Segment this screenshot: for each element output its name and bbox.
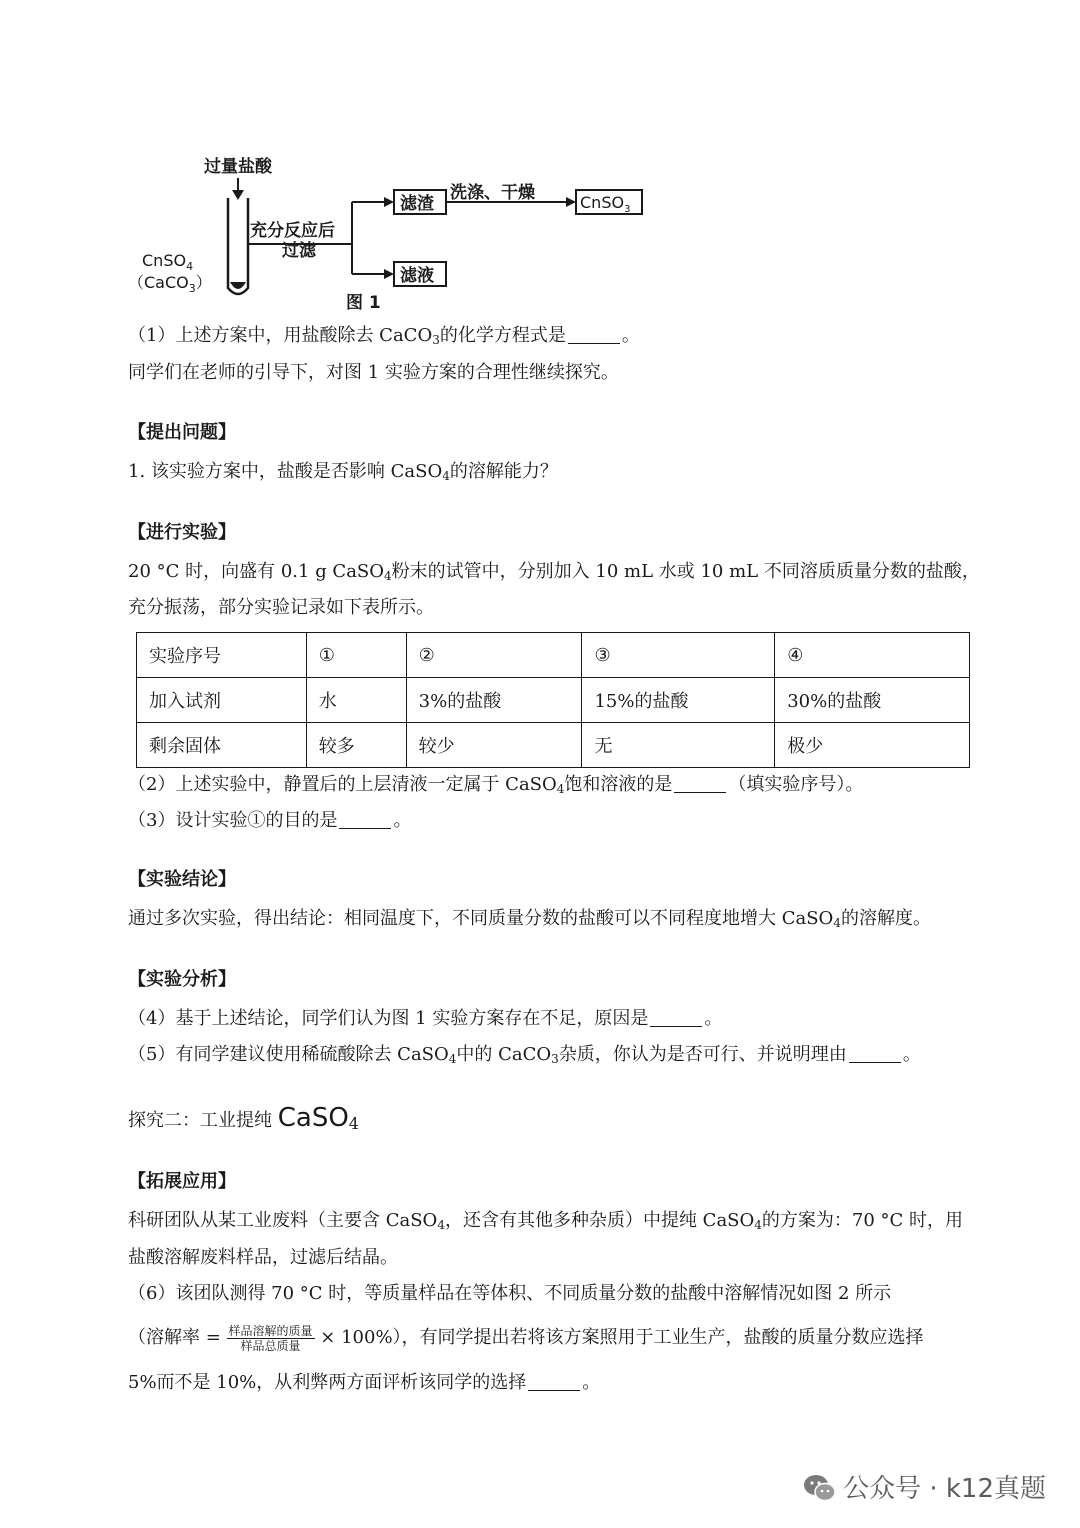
heading-question: 【提出问题】 [128, 422, 236, 443]
answer-blank [568, 325, 620, 344]
product-box: CnSO$_3$ [580, 193, 631, 215]
answer-blank [650, 1008, 702, 1027]
table-cell: 实验序号 [137, 633, 307, 678]
question-6-line-3: 5%而不是 10%，从利弊两方面评析该同学的选择 。 [128, 1372, 601, 1393]
sample-label: CnSO$_4$ [142, 251, 194, 273]
table-cell: 无 [582, 723, 775, 768]
table-cell: ④ [775, 633, 970, 678]
heading-conclusion: 【实验结论】 [128, 869, 236, 890]
answer-blank [528, 1372, 580, 1391]
step1-sublabel: 过滤 [282, 241, 316, 261]
question-4: （4）基于上述结论，同学们认为图 1 实验方案存在不足，原因是 。 [128, 1008, 723, 1029]
table-row [137, 633, 970, 678]
wechat-icon [803, 1473, 837, 1503]
dissolution-rate-fraction: $\frac{\text{样品溶解的质量}}{\text{样品总质量}}$ [228, 1323, 313, 1353]
experiment-line-2: 充分振荡，部分实验记录如下表所示。 [128, 597, 434, 618]
answer-blank [339, 810, 391, 829]
question-statement: 1. 该实验方案中，盐酸是否影响 CaSO$_4$的溶解能力？ [128, 461, 558, 483]
table-cell: 30%的盐酸 [775, 678, 970, 723]
table-cell: 15%的盐酸 [582, 678, 775, 723]
table-cell: 较多 [306, 723, 406, 768]
figure-1-diagram [120, 150, 680, 320]
figure-caption: 图 1 [346, 293, 381, 313]
experiment-table [136, 632, 970, 768]
answer-blank [674, 774, 726, 793]
table-row [137, 678, 970, 723]
table-cell: 剩余固体 [137, 723, 307, 768]
filtrate-box: 滤液 [400, 266, 434, 286]
table-cell: 极少 [775, 723, 970, 768]
step1-label: 充分反应后 [250, 221, 335, 241]
application-line-2: 盐酸溶解废料样品，过滤后结晶。 [128, 1247, 398, 1268]
test-tube-icon [228, 198, 248, 294]
table-cell: ① [306, 633, 406, 678]
conclusion-text: 通过多次实验，得出结论：相同温度下，不同质量分数的盐酸可以不同程度地增大 CaSO$_4$的溶解度。 [128, 908, 931, 930]
heading-analysis: 【实验分析】 [128, 969, 236, 990]
question-3: （3）设计实验①的目的是 。 [128, 810, 412, 831]
application-line-1: 科研团队从某工业废料（主要含 CaSO$_4$，还含有其他多种杂质）中提纯 CaSO$_4$的方案为：70 °C 时，用 [128, 1210, 964, 1232]
reagent-label: 过量盐酸 [204, 157, 272, 177]
intro-text: 同学们在老师的引导下，对图 1 实验方案的合理性继续探究。 [128, 362, 619, 383]
step2-label: 洗涤、干燥 [450, 183, 535, 203]
question-2: （2）上述实验中，静置后的上层清液一定属于 CaSO$_4$饱和溶液的是 （填实验序号）。 [128, 774, 864, 796]
table-cell: 加入试剂 [137, 678, 307, 723]
watermark: 公众号 · k12真题 [803, 1468, 1046, 1505]
residue-box: 滤渣 [400, 194, 434, 214]
impurity-label: （CaCO$_3$） [128, 273, 212, 295]
table-cell: ③ [582, 633, 775, 678]
table-cell: 较少 [406, 723, 582, 768]
question-5: （5）有同学建议使用稀硫酸除去 CaSO$_4$中的 CaCO$_3$杂质，你认为是否可行、并说明理由 。 [128, 1044, 921, 1066]
question-6-line-2: （溶解率 = $\frac{\text{样品溶解的质量}}{\text{样品总质量}}$ × 100%），有同学提出若将该方案照用于工业生产，盐酸的质量分数应选择 [128, 1323, 924, 1353]
table-cell: 3%的盐酸 [406, 678, 582, 723]
question-6-line-1: （6）该团队测得 70 °C 时，等质量样品在等体积、不同质量分数的盐酸中溶解情况如图 2 所示 [128, 1283, 892, 1304]
experiment-line-1: 20 °C 时，向盛有 0.1 g CaSO$_4$粉末的试管中，分别加入 10 mL 水或 10 mL 不同溶质质量分数的盐酸， [128, 561, 980, 583]
table-cell: 水 [306, 678, 406, 723]
part-two-title: 探究二：工业提纯 CaSO$_4$ [128, 1103, 359, 1133]
heading-experiment: 【进行实验】 [128, 522, 236, 543]
question-1: （1）上述方案中，用盐酸除去 CaCO$_3$的化学方程式是 。 [128, 325, 640, 347]
table-cell: ② [406, 633, 582, 678]
heading-application: 【拓展应用】 [128, 1171, 236, 1192]
answer-blank [849, 1044, 901, 1063]
table-row [137, 723, 970, 768]
